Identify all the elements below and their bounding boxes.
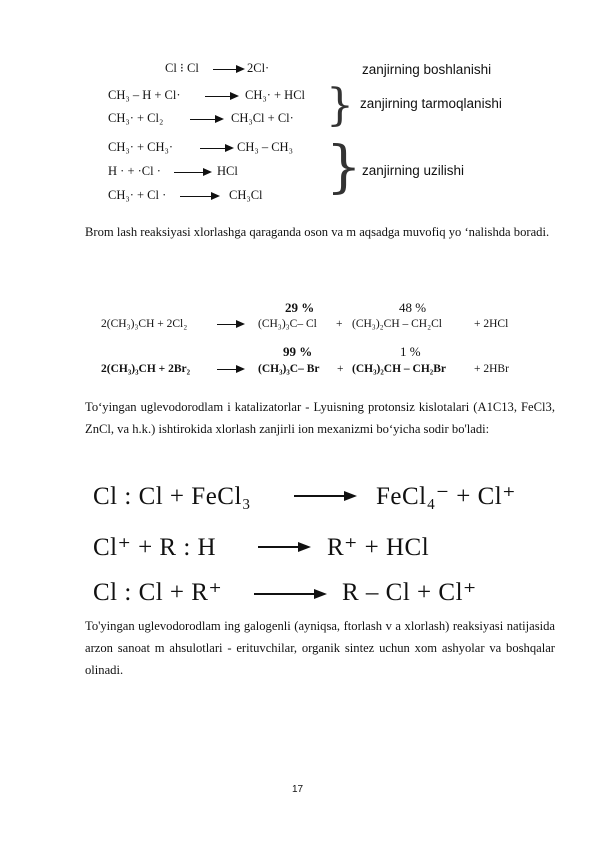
row2-reactants: 2(CH₃)₃CH + 2Br₂ xyxy=(101,363,191,375)
ionic-step-3-products: R – Cl + Cl⁺ xyxy=(342,579,477,606)
row2-pct2: 1 % xyxy=(400,344,421,359)
row2-product1: (CH₃)₃C– Br xyxy=(258,363,320,375)
row1-product1: (CH₃)₃C– Cl xyxy=(258,318,317,330)
row2-arrow xyxy=(217,369,243,370)
row2-byproduct: + 2HBr xyxy=(474,363,509,375)
row1-byproduct: + 2HCl xyxy=(474,318,509,330)
row2-plus: + xyxy=(337,363,344,375)
termination-2-products: HCl xyxy=(217,164,238,178)
initiation-label: zanjirning boshlanishi xyxy=(362,62,492,77)
termination-1-reactants: CH₃· + CH₃· xyxy=(108,140,174,154)
propagation-1-reactants: CH₃ – H + Cl· xyxy=(108,88,181,102)
termination-2-reactants: H · + ·Cl · xyxy=(108,164,161,178)
row2-pct1: 99 % xyxy=(283,344,313,359)
termination-brace: } xyxy=(326,135,362,200)
termination-1-arrow xyxy=(200,148,232,149)
ionic-step-2-products: R⁺ + HCl xyxy=(327,534,430,561)
initiation-reactant: Cl ⁝ Cl xyxy=(165,61,199,75)
row1-product2: (CH₃)₂CH – CH₂Cl xyxy=(352,318,442,330)
paragraph-ionic-mechanism: To‘yingan uglevodorodlam i katalizatorlar - Lyuisning protonsiz kislotalari (A1C13, FeCl3, ZnCl, va h.k.) ishtirokida xlorlash zanjirli ion mexanizmi bo‘yicha sodir bo'ladi: xyxy=(85,400,555,436)
termination-2-arrow xyxy=(174,172,210,173)
row1-pct2: 48 % xyxy=(399,300,427,315)
page-number: 17 xyxy=(291,784,304,795)
propagation-1-arrow xyxy=(205,96,237,97)
row1-arrow xyxy=(217,324,243,325)
termination-3-arrow xyxy=(180,196,218,197)
propagation-1-products: CH₃· + HCl xyxy=(245,88,306,102)
ionic-step-2-reactants: Cl⁺ + R : H xyxy=(93,534,217,561)
propagation-brace: } xyxy=(326,80,354,131)
initiation-arrow xyxy=(213,69,243,70)
row2-product2: (CH₃)₂CH – CH₂Br xyxy=(352,363,447,375)
termination-3-reactants: CH₃· + Cl · xyxy=(108,188,167,202)
propagation-2-arrow xyxy=(190,119,222,120)
termination-label: zanjirning uzilishi xyxy=(362,163,465,178)
termination-1-products: CH₃ – CH₃ xyxy=(237,140,293,154)
ionic-step-3-reactants: Cl : Cl + R⁺ xyxy=(93,579,223,606)
termination-3-products: CH₃Cl xyxy=(229,188,263,202)
propagation-2-products: CH₃Cl + Cl· xyxy=(231,111,294,125)
ionic-step-1-products: FeCl₄⁻ + Cl⁺ xyxy=(376,483,516,510)
ionic-step-3-arrow xyxy=(254,593,324,595)
row1-pct1: 29 % xyxy=(285,300,315,315)
ionic-step-1-arrow xyxy=(294,495,354,497)
row1-plus: + xyxy=(336,318,343,330)
paragraph-halogenation-products: To'yingan uglevodorodlam ing galogenli (ayniqsa, ftorlash v a xlorlash) reaksiyasi natijasida arzon sanoat m ahsulotlari - erituvchilar, organik sintez uchun xom ashyolar va boshqalar olinadi. xyxy=(85,619,555,677)
row1-reactants: 2(CH₃)₃CH + 2Cl₂ xyxy=(101,318,188,330)
paragraph-bromination: Brom lash reaksiyasi xlorlashga qaraganda oson va m aqsadga muvofiq yo ‘nalishda boradi. xyxy=(85,225,550,239)
ionic-step-1-reactants: Cl : Cl + FeCl₃ xyxy=(93,483,252,510)
ionic-step-2-arrow xyxy=(258,546,308,548)
initiation-product: 2Cl· xyxy=(247,61,270,75)
propagation-2-reactants: CH₃· + Cl₂ xyxy=(108,111,164,125)
propagation-label: zanjirning tarmoqlanishi xyxy=(360,96,502,111)
